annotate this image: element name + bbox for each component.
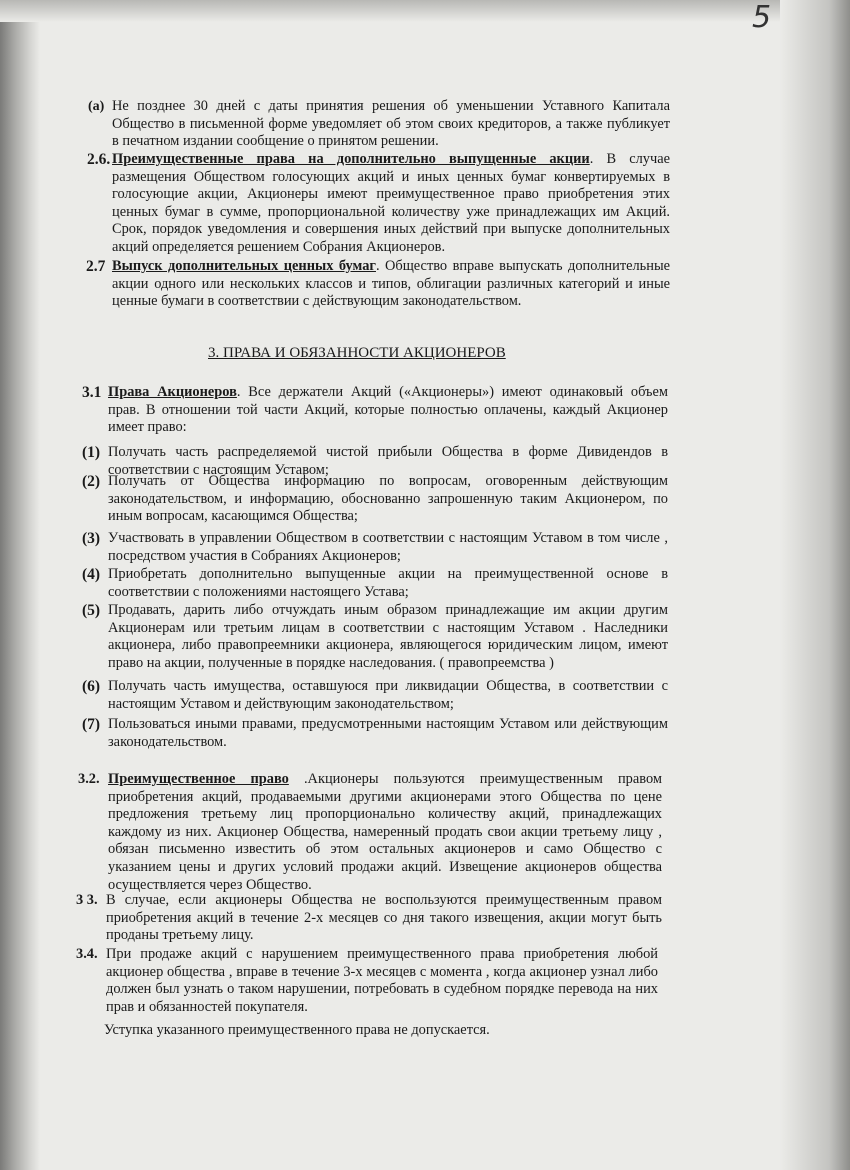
page-number: 5	[752, 0, 772, 35]
clause-text: При продаже акций с нарушением преимущественного права приобретения любой акционер общества , вправе в течение 3-х месяцев с момента , когда акционер узнал либо должен был узнать о таком нарушении, потребовать в судебном порядке перевода на них прав и обязанностей покупателя.	[106, 946, 658, 1015]
right-number: (3)	[82, 530, 101, 547]
clause-3-3	[76, 892, 662, 945]
scan-shadow-top	[0, 0, 850, 22]
clause-body	[112, 151, 670, 257]
right-item	[82, 530, 668, 565]
clause-2-6	[87, 151, 670, 257]
right-text: Продавать, дарить либо отчуждать иным образом принадлежащие им акции другим Акционерам или третьим лицам в соответствии с настоящим Уставом . Наследники акционера, либо правопреемники акционера, являющегося юридическим лицом, имеют право на акции, полученные в порядке наследования. ( правопреемства )	[108, 602, 668, 671]
clause-title: Права Акционеров	[108, 384, 237, 400]
clause-text: .Акционеры пользуются преимущественным правом приобретения акций, продаваемыми другими акционерами этого Общества по цене предложения третьему лиц пропорционально количеству акций, принадлежащих каждому из них. Акционер Общества, намеренный продать свои акции третьему лицу , обязан письменно известить об этом остальных акционеров и само Общество с указанием цены и других условий продажи акций. Извещение акционеров общества осуществляется через Общество.	[108, 771, 662, 893]
clause-text: . Все держатели Акций («Акционеры») имеют одинаковый объем прав. В отношении той части Акций, которые полностью оплачены, каждый Акционер имеет право:	[108, 384, 668, 436]
clause-text: . В случае размещения Обществом голосующих акций и иных ценных бумаг конвертируемых в голосующие акции, Акционеры имеют преимущественное право приобретения этих ценных бумаг в сумме, пропорциональной количеству уже принадлежащих им Акций. Срок, порядок уведомления и совершения иных действий при выпуске дополнительных акций определяется решением Собрания Акционеров.	[112, 151, 670, 255]
clause-body	[112, 258, 670, 311]
clause-number: 3.4.	[76, 946, 98, 962]
right-text: Пользоваться иными правами, предусмотренными настоящим Уставом или действующим законодательством.	[108, 716, 668, 750]
scan-shadow-right	[780, 0, 850, 1170]
clause-a	[88, 98, 670, 151]
clause-number: 3.2.	[78, 771, 100, 787]
clause-title: Преимущественное право	[108, 771, 289, 787]
clause-title: Выпуск дополнительных ценных бумаг	[112, 258, 376, 274]
right-item	[82, 473, 668, 526]
clause-3-1	[82, 384, 668, 437]
right-number: (2)	[82, 473, 101, 490]
clause-number: 2.7	[86, 258, 106, 275]
clause-number: 3.1	[82, 384, 102, 401]
right-item	[82, 716, 668, 751]
right-text: Приобретать дополнительно выпущенные акции на преимущественной основе в соответствии с положениями настоящего Устава;	[108, 566, 668, 600]
right-number: (4)	[82, 566, 101, 583]
right-item	[82, 602, 668, 672]
right-number: (5)	[82, 602, 101, 619]
right-item	[82, 678, 668, 713]
right-number: (1)	[82, 444, 101, 461]
right-text: Получать от Общества информацию по вопросам, оговоренным действующим законодательством, и информацию, обоснованно запрошенную таким Акционером, по иным вопросам, касающимся Общества;	[108, 473, 668, 525]
section-heading: 3. ПРАВА И ОБЯЗАННОСТИ АКЦИОНЕРОВ	[208, 345, 506, 361]
clause-number: (a)	[88, 99, 105, 114]
clause-3-2	[78, 771, 662, 894]
right-number: (7)	[82, 716, 101, 733]
clause-text: В случае, если акционеры Общества не воспользуются преимущественным правом приобретения акций в течение 2-х месяцев со дня такого извещения, акции могут быть проданы третьему лицу.	[106, 892, 662, 944]
right-number: (6)	[82, 678, 101, 695]
clause-text: Не позднее 30 дней с даты принятия решения об уменьшении Уставного Капитала Общество в письменной форме уведомляет об этом своих кредиторов, а также публикует в печатном издании сообщение о принятом решении.	[112, 98, 670, 150]
clause-title: Преимущественные права на дополнительно выпущенные акции	[112, 151, 590, 167]
clause-2-7	[86, 258, 670, 311]
right-text: Получать часть имущества, оставшуюся при ликвидации Общества, в соответствии с настоящим Уставом и действующим законодательством;	[108, 678, 668, 712]
scan-shadow-left	[0, 0, 40, 1170]
right-text: Участвовать в управлении Обществом в соответствии с настоящим Уставом в том числе , посредством участия в Собраниях Акционеров;	[108, 530, 668, 564]
clause-text: . Общество вправе выпускать дополнительные акции одного или нескольких классов и типов, облигации различных категорий и иные ценные бумаги в соответствии с действующим законодательством.	[112, 258, 670, 310]
clause-body	[108, 384, 668, 437]
clause-body	[108, 771, 662, 894]
clause-number: 3 3.	[76, 892, 98, 908]
closing-line: Уступка указанного преимущественного права не допускается.	[104, 1022, 490, 1038]
clause-number: 2.6.	[87, 151, 111, 168]
right-text: Получать часть распределяемой чистой прибыли Общества в форме Дивидендов в соответствии с настоящим Уставом;	[108, 444, 668, 478]
right-item	[82, 566, 668, 601]
clause-3-4	[76, 946, 658, 1016]
